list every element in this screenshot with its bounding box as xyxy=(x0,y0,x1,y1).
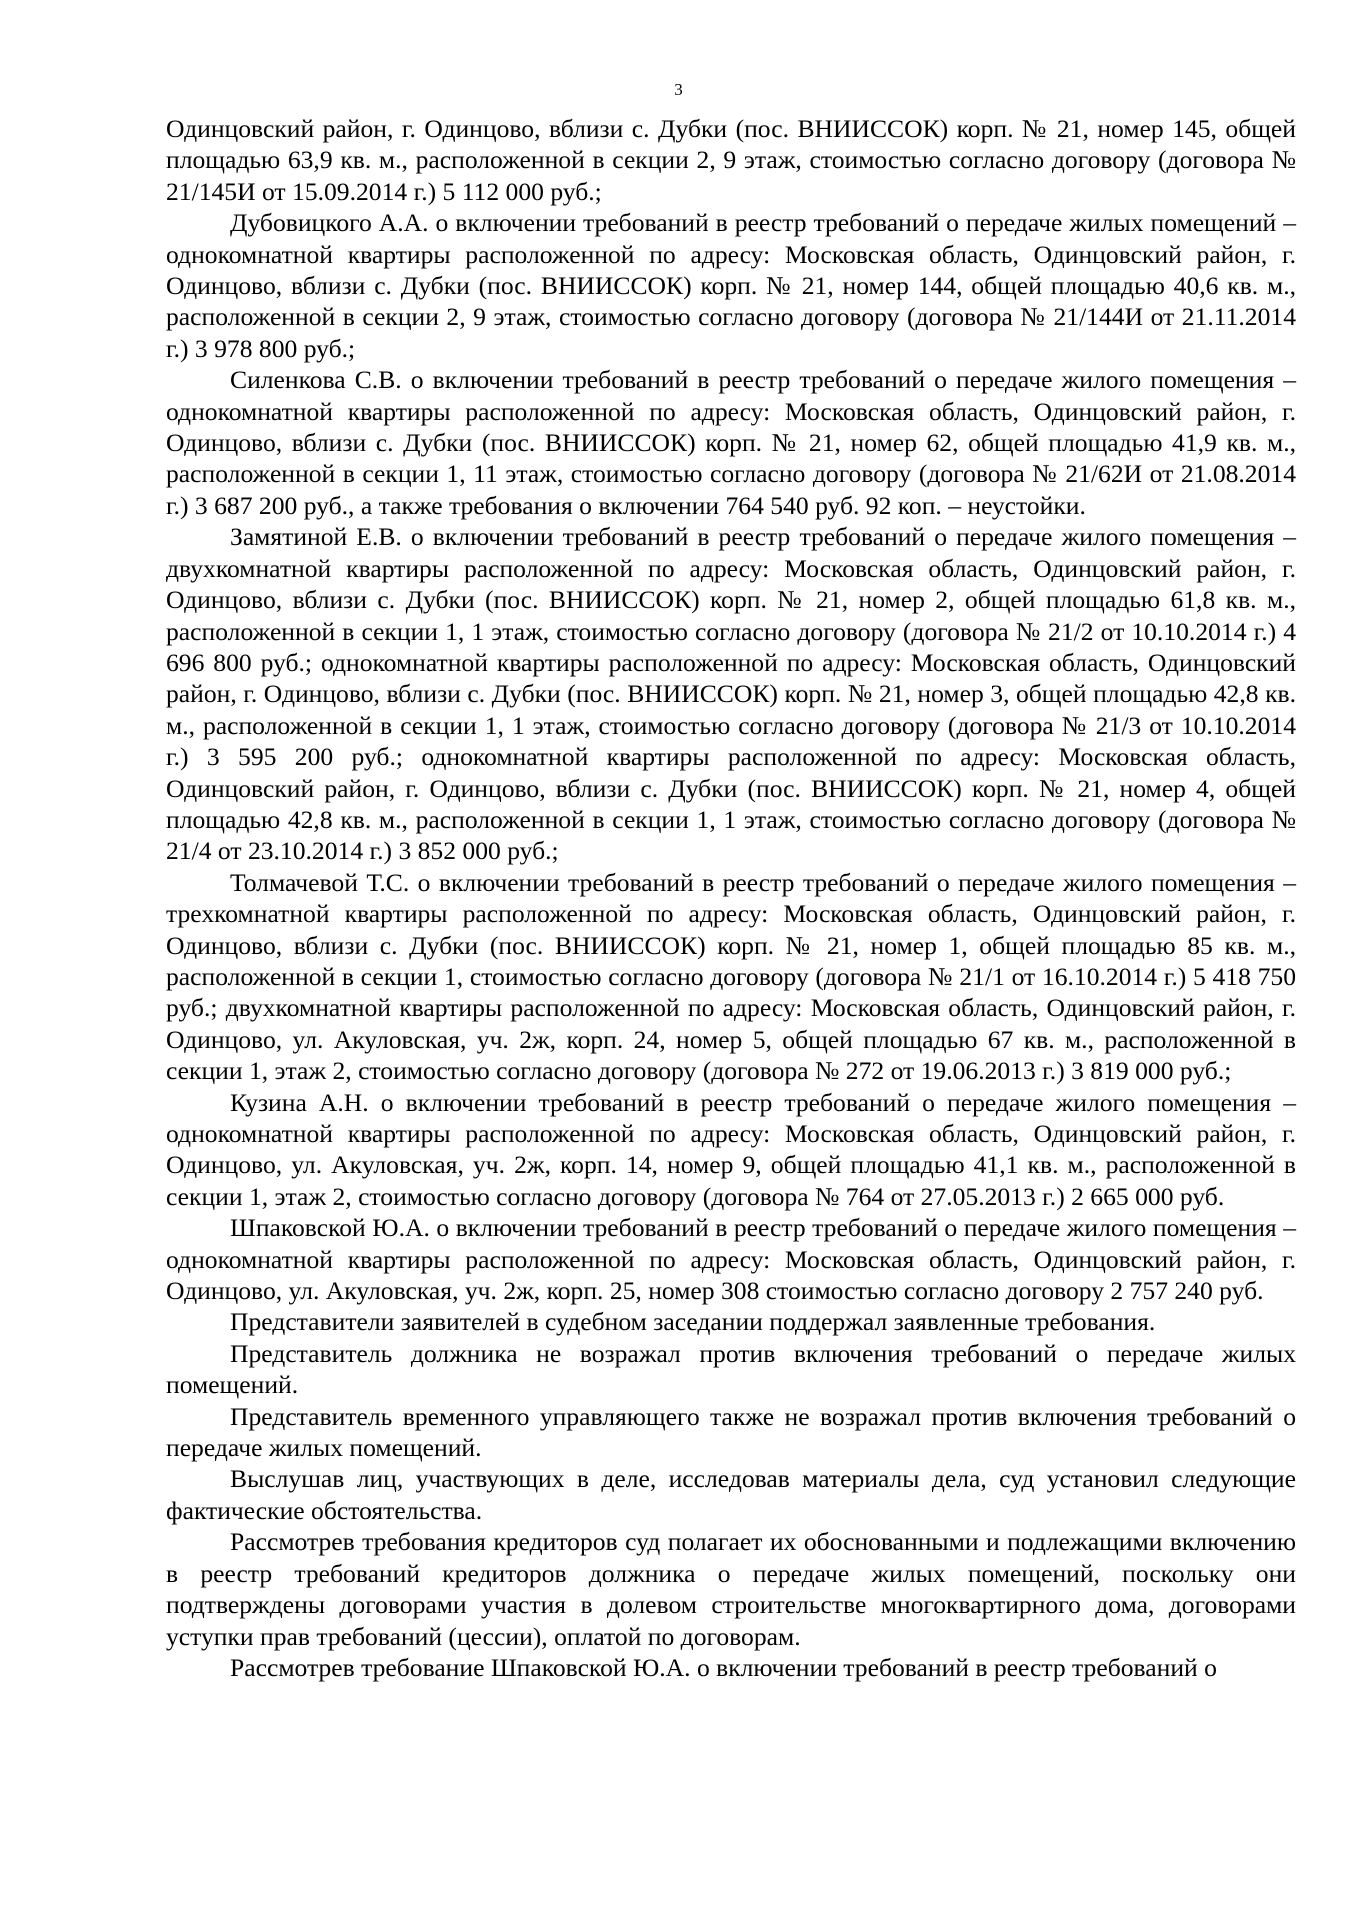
page-number: 3 xyxy=(674,80,683,99)
paragraph-dubovitsky: Дубовицкого А.А. о включении требований в реестр требований о передаче жилых помещений – однокомнатной квартиры расположенной по адресу: Московская область, Одинцовский район, г. Одинцово, вблизи с. Дубки (пос. ВНИИССОК) корп. № 21, номер 144, общей площадью 40,6 кв. м., расположенной в секции 2, 9 этаж, стоимостью согласно договору (договора № 21/144И от 21.11.2014 г.) 3 978 800 руб.; xyxy=(166,208,1296,363)
paragraph-continuation-145: Одинцовский район, г. Одинцово, вблизи с. Дубки (пос. ВНИИССОК) корп. № 21, номер 145, общей площадью 63,9 кв. м., расположенной в секции 2, 9 этаж, стоимостью согласно договору (договора № 21/145И от 15.09.2014 г.) 5 112 000 руб.; xyxy=(166,114,1296,206)
paragraph-court-findings: Выслушав лиц, участвующих в деле, исследовав материалы дела, суд установил следующие фактические обстоятельства. xyxy=(166,1464,1296,1525)
paragraph-applicants-representatives: Представители заявителей в судебном заседании поддержал заявленные требования. xyxy=(230,1307,1156,1337)
paragraph-debtor-representative: Представитель должника не возражал против включения требований о передаче жилых помещений. xyxy=(166,1338,1296,1400)
paragraph-tolmacheva: Толмачевой Т.С. о включении требований в реестр требований о передаче жилого помещения – трехкомнатной квартиры расположенной по адресу: Московская область, Одинцовский район, г. Одинцово, вблизи с. Дубки (пос. ВНИИССОК) корп. № 21, номер 1, общей площадью 85 кв. м., расположенной в секции 1, стоимостью согласно договору (договора № 21/1 от 16.10.2014 г.) 5 418 750 руб.; двухкомнатной квартиры расположенной по адресу: Московская область, Одинцовский район, г. Одинцово, ул. Акуловская, уч. 2ж, корп. 24, номер 5, общей площадью 67 кв. м., расположенной в секции 1, этаж 2, стоимостью согласно договору (договора № 272 от 19.06.2013 г.) 3 819 000 руб.; xyxy=(166,867,1296,1086)
paragraph-court-reasoning: Рассмотрев требования кредиторов суд полагает их обоснованными и подлежащими включению в реестр требований кредиторов должника о передаче жилых помещений, поскольку они подтверждены договорами участия в долевом строительстве многоквартирного дома, договорами уступки прав требований (цессии), оплатой по договорам. xyxy=(166,1527,1296,1651)
paragraph-shpakovskaya-review: Рассмотрев требование Шпаковской Ю.А. о включении требований в реестр требований о xyxy=(230,1652,1217,1682)
paragraph-shpakovskaya: Шпаковской Ю.А. о включении требований в реестр требований о передаче жилого помещения – однокомнатной квартиры расположенной по адресу: Московская область, Одинцовский район, г. Одинцово, ул. Акуловская, уч. 2ж, корп. 25, номер 308 стоимостью согласно договору 2 757 240 руб. xyxy=(166,1213,1296,1306)
paragraph-silenkov: Силенкова С.В. о включении требований в реестр требований о передаче жилого помещения – однокомнатной квартиры расположенной по адресу: Московская область, Одинцовский район, г. Одинцово, вблизи с. Дубки (пос. ВНИИССОК) корп. № 21, номер 62, общей площадью 41,9 кв. м., расположенной в секции 1, 11 этаж, стоимостью согласно договору (договора № 21/62И от 21.08.2014 г.) 3 687 200 руб., а также требования о включении 764 540 руб. 92 коп. – неустойки. xyxy=(166,365,1296,520)
paragraph-zamyatina: Замятиной Е.В. о включении требований в реестр требований о передаче жилого помещения – двухкомнатной квартиры расположенной по адресу: Московская область, Одинцовский район, г. Одинцово, вблизи с. Дубки (пос. ВНИИССОК) корп. № 21, номер 2, общей площадью 61,8 кв. м., расположенной в секции 1, 1 этаж, стоимостью согласно договору (договора № 21/2 от 10.10.2014 г.) 4 696 800 руб.; однокомнатной квартиры расположенной по адресу: Московская область, Одинцовский район, г. Одинцово, вблизи с. Дубки (пос. ВНИИССОК) корп. № 21, номер 3, общей площадью 42,8 кв. м., расположенной в секции 1, 1 этаж, стоимостью согласно договору (договора № 21/3 от 10.10.2014 г.) 3 595 200 руб.; однокомнатной квартиры расположенной по адресу: Московская область, Одинцовский район, г. Одинцово, вблизи с. Дубки (пос. ВНИИССОК) корп. № 21, номер 4, общей площадью 42,8 кв. м., расположенной в секции 1, 1 этаж, стоимостью согласно договору (договора № 21/4 от 23.10.2014 г.) 3 852 000 руб.; xyxy=(166,522,1296,866)
document-body xyxy=(166,113,1296,1683)
paragraph-interim-manager: Представитель временного управляющего также не возражал против включения требований о передаче жилых помещений. xyxy=(166,1401,1296,1463)
paragraph-kuzin: Кузина А.Н. о включении требований в реестр требований о передаче жилого помещения – однокомнатной квартиры расположенной по адресу: Московская область, Одинцовский район, г. Одинцово, ул. Акуловская, уч. 2ж, корп. 14, номер 9, общей площадью 41,1 кв. м., расположенной в секции 1, этаж 2, стоимостью согласно договору (договора № 764 от 27.05.2013 г.) 2 665 000 руб. xyxy=(166,1087,1296,1211)
